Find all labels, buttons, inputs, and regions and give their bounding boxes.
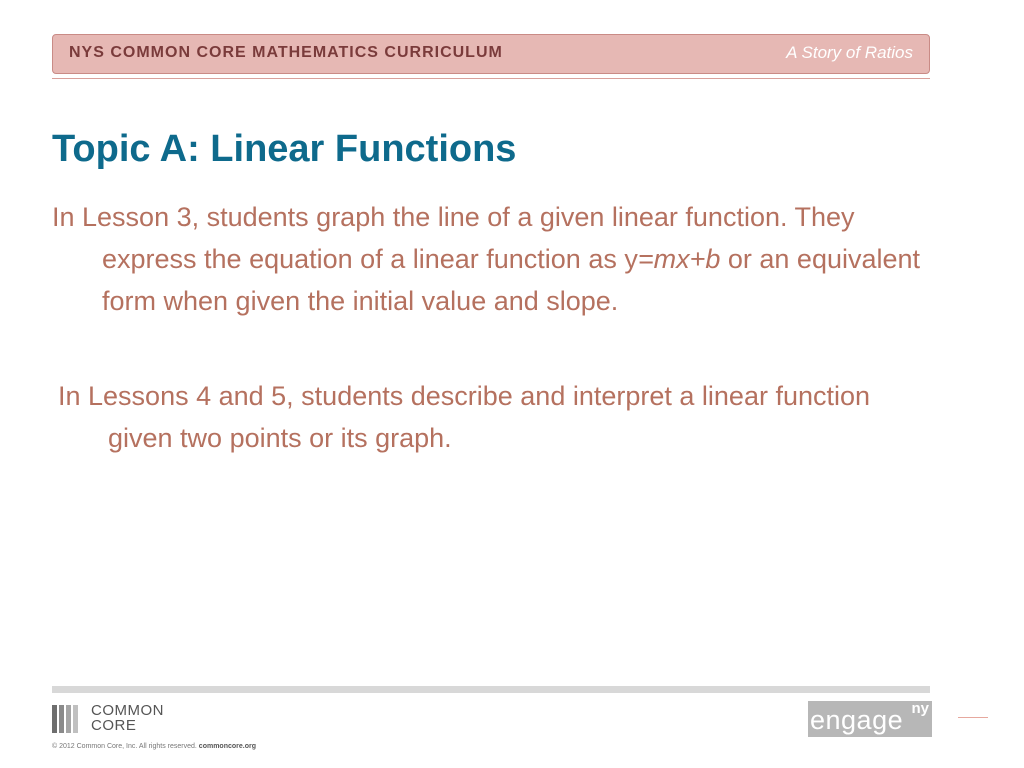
- engage-ny-logo: [808, 701, 932, 737]
- slide-title: Topic A: Linear Functions: [52, 128, 517, 170]
- common-core-logo-icon: [52, 705, 82, 733]
- lessons-4-5-paragraph: In Lessons 4 and 5, students describe and interpret a linear function given two points or its graph.: [58, 381, 871, 453]
- lesson-3-paragraph: [52, 196, 942, 322]
- common-core-wordmark: [91, 703, 164, 733]
- slide-edge-dash: [958, 717, 988, 718]
- commoncore-link[interactable]: commoncore.org: [198, 743, 256, 750]
- lesson-3-text: In Lesson 3, students graph the line of a given linear function. They express the equation of a linear function as y: [52, 202, 855, 274]
- copyright-text: © 2012 Common Core, Inc. All rights reserved.: [52, 743, 197, 750]
- story-name: A Story of Ratios: [786, 43, 913, 62]
- copyright-notice: [52, 743, 256, 750]
- slope-intercept-equation: =mx+b: [637, 244, 721, 274]
- curriculum-name: NYS COMMON CORE MATHEMATICS CURRICULUM: [69, 44, 503, 61]
- engage-word: engage: [810, 705, 904, 735]
- footer-divider: [52, 686, 930, 693]
- header-divider: [52, 78, 930, 79]
- engage-ny-superscript: ny: [911, 700, 929, 717]
- logo-line-core: CORE: [91, 717, 137, 734]
- logo-line-common: COMMON: [91, 702, 164, 719]
- curriculum-header-bar: [52, 34, 930, 74]
- lesson-3-text-end: or an equivalent form when given the initial value and slope.: [102, 244, 921, 316]
